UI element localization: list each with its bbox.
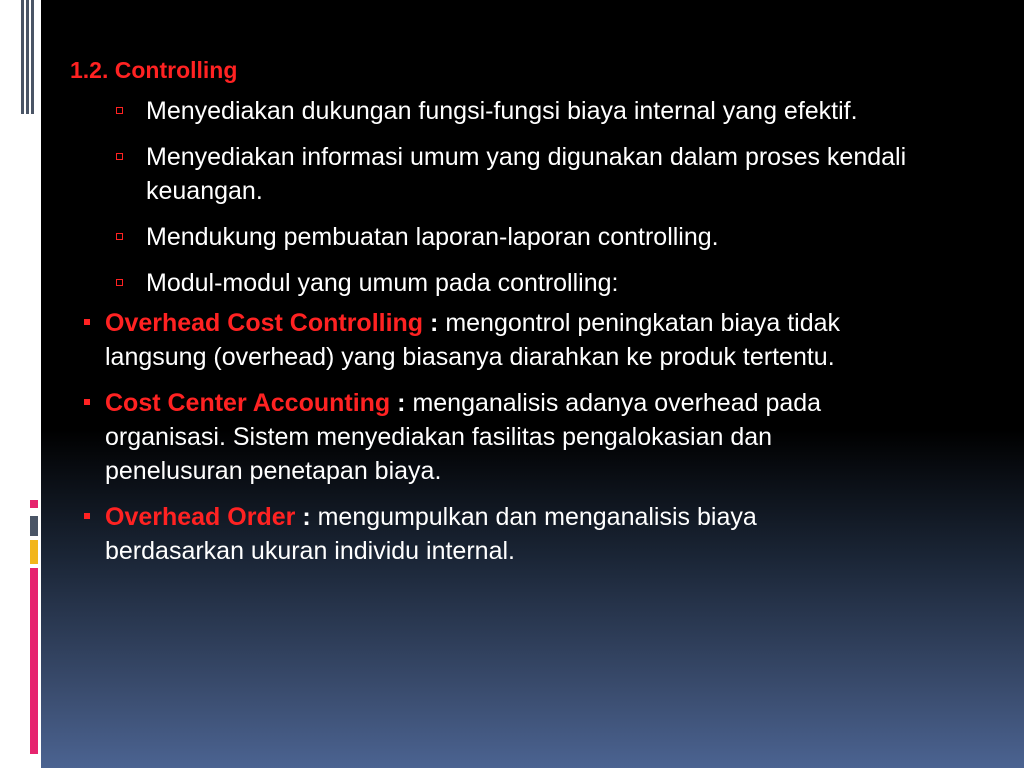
square-bullet-icon [116,107,123,114]
filled-square-bullet-icon [84,513,90,519]
bullet-text: Mendukung pembuatan laporan-laporan controlling. [146,223,719,251]
bullet-text: Modul-modul yang umum pada controlling: [146,269,619,297]
bullet-list [70,94,970,300]
bullet-item [70,220,946,254]
sub-bullet-text: mengontrol peningkatan biaya tidak langsung (overhead) yang biasanya diarahkan ke produk tertentu. [105,309,841,371]
slide-content [70,52,970,580]
sub-bullet-term: Overhead Order [105,503,296,531]
sub-bullet-item [0,500,895,568]
sub-bullet-item [0,386,895,488]
square-bullet-icon [116,279,123,286]
top-stripes-decoration [21,0,34,114]
sub-bullet-list [0,306,970,568]
bullet-item [70,94,946,128]
slide-heading: 1.2. Controlling [70,57,238,83]
sub-bullet-text: mengumpulkan dan menganalisis biaya berdasarkan ukuran individu internal. [105,503,757,565]
bullet-text: Menyediakan informasi umum yang digunakan dalam proses kendali keuangan. [146,143,907,205]
sub-bullet-colon: : [430,309,439,337]
filled-square-bullet-icon [84,399,90,405]
bullet-item [70,266,946,300]
sub-bullet-text: menganalisis adanya overhead pada organisasi. Sistem menyediakan fasilitas pengalokasian dan penelusuran penetapan biaya. [105,389,822,485]
sub-bullet-item [0,306,895,374]
sub-bullet-colon: : [397,389,406,417]
bullet-item [70,140,946,208]
filled-square-bullet-icon [84,319,90,325]
bullet-text: Menyediakan dukungan fungsi-fungsi biaya internal yang efektif. [146,97,858,125]
square-bullet-icon [116,153,123,160]
sub-bullet-term: Overhead Cost Controlling [105,309,424,337]
square-bullet-icon [116,233,123,240]
sub-bullet-colon: : [302,503,311,531]
sub-bullet-term: Cost Center Accounting [105,389,391,417]
